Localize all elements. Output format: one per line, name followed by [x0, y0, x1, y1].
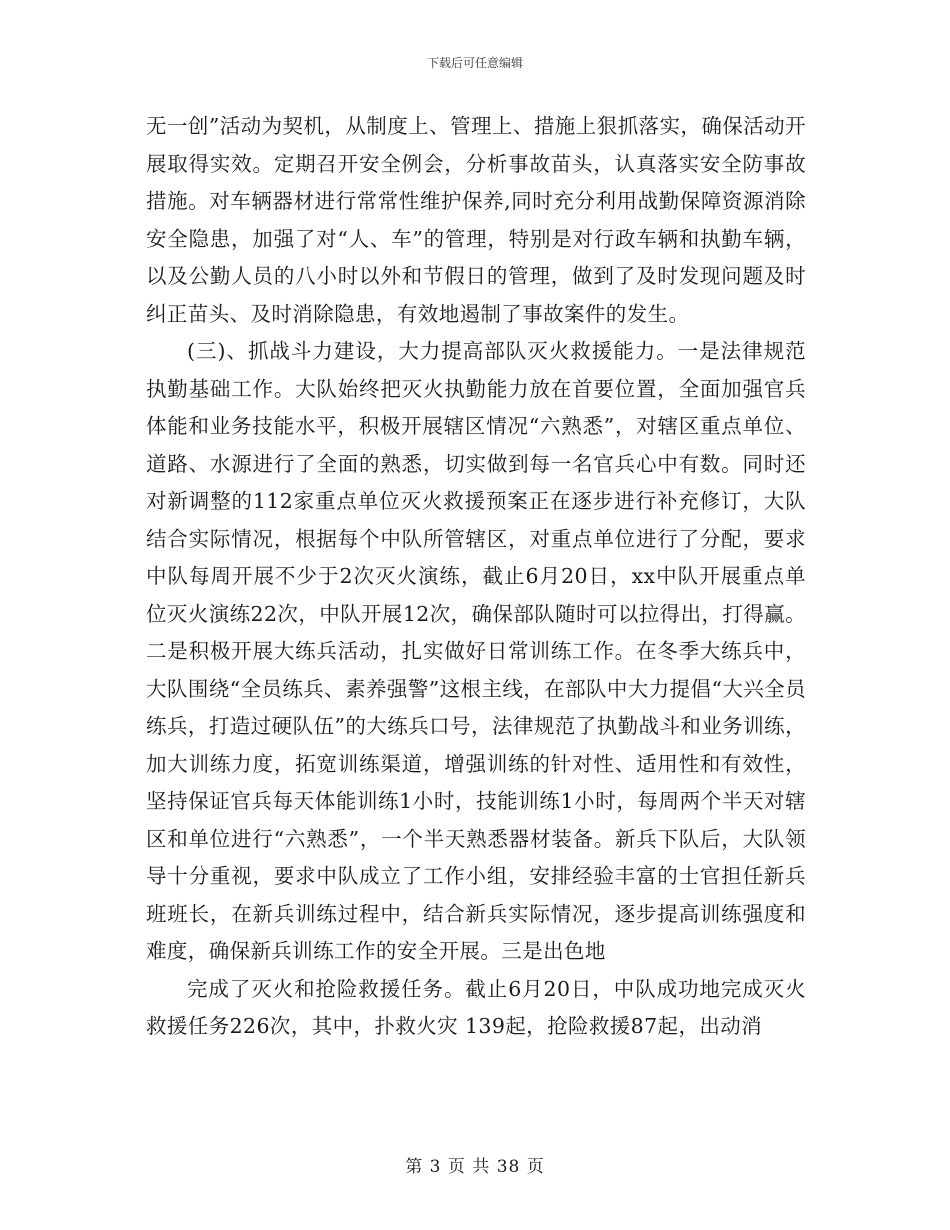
document-body: [146, 108, 806, 1046]
paragraph-3: 完成了灭火和抢险救援任务。截止6月20日，中队成功地完成灭火救援任务226次，其中，扑救火灾 139起，抢险救援87起，出动消: [146, 976, 806, 1038]
paragraph-1: 无一创”活动为契机，从制度上、管理上、措施上狠抓落实，确保活动开展取得实效。定期召开安全例会，分析事故苗头，认真落实安全防事故措施。对车辆器材进行常常性维护保养,同时充分利用战勤保障资源消除安全隐患，加强了对“人、车”的管理，特别是对行政车辆和执勤车辆，以及公勤人员的八小时以外和节假日的管理，做到了及时发现问题及时纠正苗头、及时消除隐患，有效地遏制了事故案件的发生。: [146, 114, 806, 326]
paragraph-2: (三)、抓战斗力建设，大力提高部队灭火救援能力。一是法律规范执勤基础工作。大队始终把灭火执勤能力放在首要位置，全面加强官兵体能和业务技能水平，积极开展辖区情况“六熟悉”，对辖区重点单位、道路、水源进行了全面的熟悉，切实做到每一名官兵心中有数。同时还对新调整的112家重点单位灭火救援预案正在逐步进行补充修订，大队结合实际情况，根据每个中队所管辖区，对重点单位进行了分配，要求中队每周开展不少于2次灭火演练，截止6月20日，xx中队开展重点单位灭火演练22次，中队开展12次，确保部队随时可以拉得出，打得赢。二是积极开展大练兵活动，扎实做好日常训练工作。在冬季大练兵中，大队围绕“全员练兵、素养强警”这根主线，在部队中大力提倡“大兴全员练兵，打造过硬队伍”的大练兵口号，法律规范了执勤战斗和业务训练，加大训练力度，拓宽训练渠道，增强训练的针对性、适用性和有效性，坚持保证官兵每天体能训练1小时，技能训练1小时，每周两个半天对辖区和单位进行“六熟悉”，一个半天熟悉器材装备。新兵下队后，大队领导十分重视，要求中队成立了工作小组，安排经验丰富的士官担任新兵班班长，在新兵训练过程中，结合新兵实际情况，逐步提高训练强度和难度，确保新兵训练工作的安全开展。三是出色地: [146, 339, 806, 963]
page-header-note: 下载后可任意编辑: [426, 56, 523, 70]
page-number: 第 3 页 共 38 页: [405, 1157, 545, 1177]
